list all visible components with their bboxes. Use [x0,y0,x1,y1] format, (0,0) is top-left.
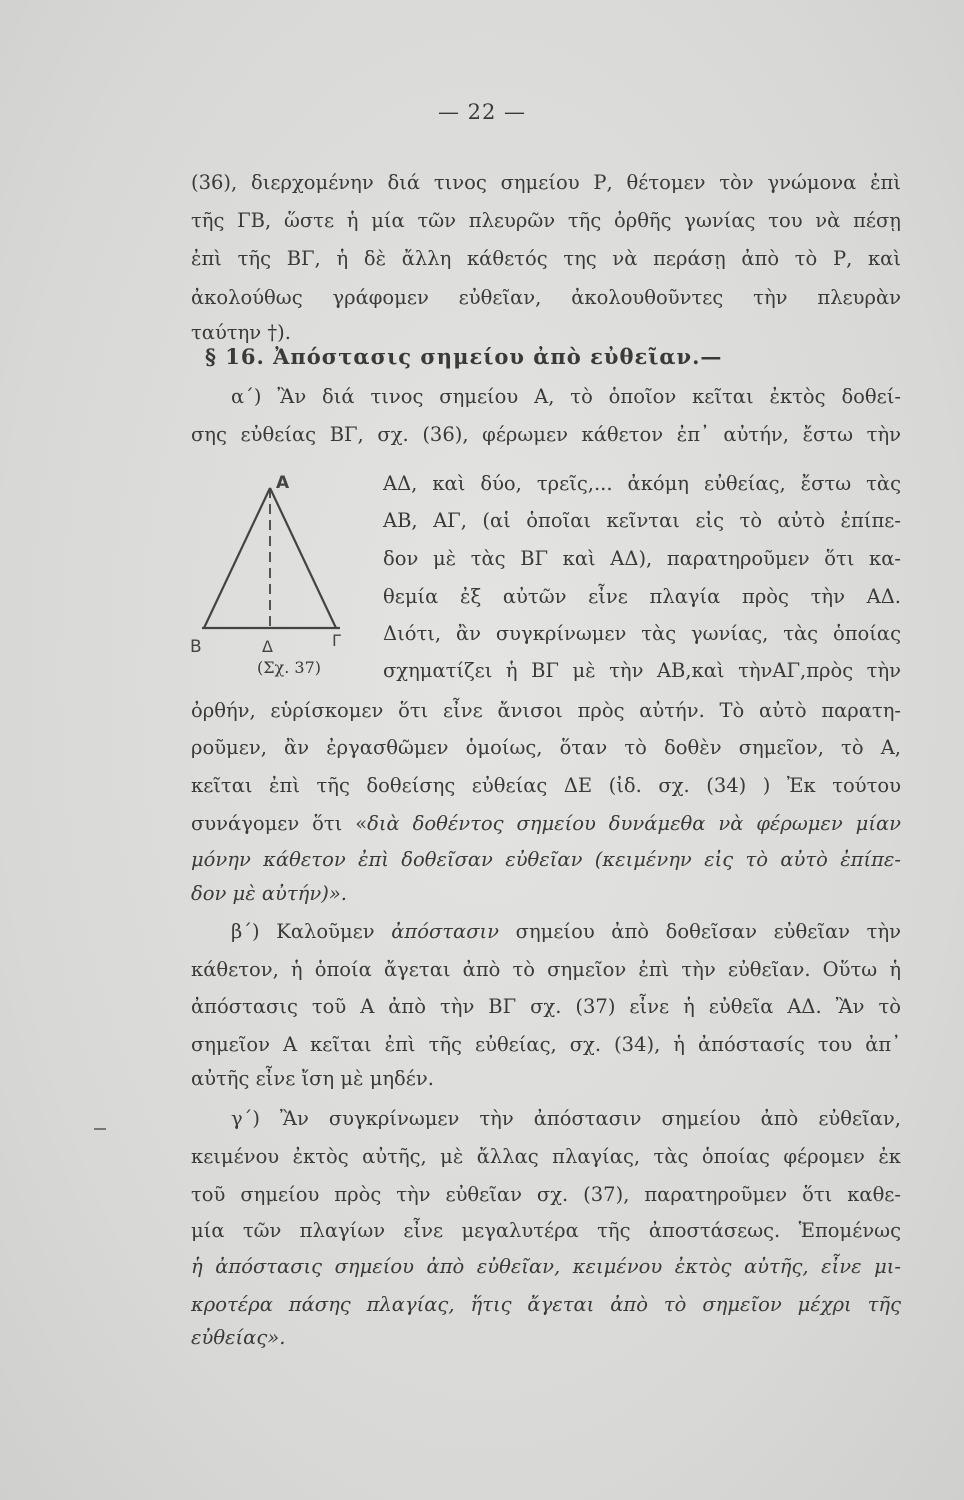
text-line: κεῖται ἐπὶ τῆς δοθείσης εὐθείας ΔΕ (ἰδ. σχ. (34) ) Ἐκ τούτου [191,774,901,797]
text-line: ΑΒ, ΑΓ, (αἱ ὁποῖαι κεῖνται εἰς τὸ αὐτὸ ἐπίπε- [383,509,901,532]
italic-text-run: ἀπόστασιν [391,920,500,943]
text-run: συνάγομεν ὅτι « [191,812,368,835]
text-line: σης εὐθείας ΒΓ, σχ. (36), φέρωμεν κάθετον ἐπ᾽ αὐτήν, ἔστω τὴν [191,423,901,446]
text-line: αὐτῆς εἶνε ἴση μὲ μηδέν. [191,1067,434,1090]
text-line: ροῦμεν, ἂν ἐργασθῶμεν ὁμοίως, ὅταν τὸ δοθὲν σημεῖον, τὸ Α, [191,736,901,759]
text-line: ταύτην †). [191,321,291,344]
label-right: Γ [332,631,341,650]
italic-text-line: μόνην κάθετον ἐπὶ δοθεῖσαν εὐθεῖαν (κειμένην εἰς τὸ αὐτὸ ἐπίπε- [191,848,901,871]
text-line [231,917,901,947]
italic-text-line: εὐθείας». [191,1326,286,1349]
text-line: ἐπὶ τῆς ΒΓ, ἡ δὲ ἄλλη κάθετός της νὰ περάσῃ ἀπὸ τὸ Ρ, καὶ [191,247,901,270]
side-ab [204,488,270,628]
text-line: τῆς ΓΒ, ὥστε ἡ μία τῶν πλευρῶν τῆς ὀρθῆς γωνίας του νὰ πέσῃ [191,209,901,232]
italic-text-line: κροτέρα πάσης πλαγίας, ἥτις ἄγεται ἀπὸ τὸ σημεῖον μέχρι τῆς [191,1293,901,1316]
text-line: κάθετον, ἡ ὁποία ἄγεται ἀπὸ τὸ σημεῖον ἐπὶ τὴν εὐθεῖαν. Οὕτω ἡ [191,958,901,981]
label-foot: Δ [262,637,273,656]
text-run: β΄) Καλοῦμεν [231,920,392,943]
text-line: δον μὲ τὰς ΒΓ καὶ ΑΔ), παρατηροῦμεν ὅτι κα- [383,547,901,570]
text-line: τοῦ σημείου πρὸς τὴν εὐθεῖαν σχ. (37), παρατηροῦμεν ὅτι καθε- [191,1183,901,1206]
label-apex: Α [276,473,290,493]
text-line: ὀρθήν, εὑρίσκομεν ὅτι εἶνε ἄνισοι πρὸς αὐτήν. Τὸ αὐτὸ παρατη- [191,699,901,722]
text-line: ἀπόστασις τοῦ Α ἀπὸ τὴν ΒΓ σχ. (37) εἶνε ἡ εὐθεῖα ΑΔ. Ἂν τὸ [191,995,901,1018]
text-line: ΑΔ, καὶ δύο, τρεῖς,... ἀκόμη εὐθείας, ἔστω τὰς [383,472,901,495]
text-line: Διότι, ἂν συγκρίνωμεν τὰς γωνίας, τὰς ὁποίας [383,622,901,645]
text-line: γ΄) Ἂν συγκρίνωμεν τὴν ἀπόστασιν σημείου ἀπὸ εὐθεῖαν, [231,1107,901,1130]
side-ag [270,488,336,628]
text-line: (36), διερχομένην διά τινος σημείου Ρ, θέτομεν τὸν γνώμονα ἐπὶ [191,171,901,194]
label-left: Β [190,637,202,657]
text-line: α΄) Ἂν διά τινος σημείου Α, τὸ ὁποῖον κεῖται ἐκτὸς δοθεί- [231,385,901,408]
text-line: σημεῖον Α κεῖται ἐπὶ τῆς εὐθείας, σχ. (34), ἡ ἀπόστασίς του ἀπ᾽ [191,1033,901,1056]
text-run: σημείου ἀπὸ δοθεῖσαν εὐθεῖαν τὴν [499,920,901,943]
italic-text-line: ἡ ἀπόστασις σημείου ἀπὸ εὐθεῖαν, κειμένου ἐκτὸς αὐτῆς, εἶνε μι- [191,1255,901,1278]
text-line: μία τῶν πλαγίων εἶνε μεγαλυτέρα τῆς ἀποστάσεως. Ἑπομένως [191,1219,901,1242]
page-number: — 22 — [437,100,527,124]
text-line: σχηματίζει ἡ ΒΓ μὲ τὴν ΑΒ,καὶ τὴνΑΓ,πρὸς τὴν [383,659,901,682]
text-line [191,809,901,839]
margin-dash [94,1128,106,1130]
text-line: κειμένου ἐκτὸς αὐτῆς, μὲ ἄλλας πλαγίας, τὰς ὁποίας φέρομεν ἐκ [191,1145,901,1168]
text-line: ἀκολούθως γράφομεν εὐθεῖαν, ἀκολουθοῦντες τὴν πλευρὰν [191,286,901,309]
figure-caption: (Σχ. 37) [257,658,322,677]
italic-text-line: δον μὲ αὐτήν)». [191,882,347,905]
section-heading: § 16. Ἀπόστασις σημείου ἀπὸ εὐθεῖαν.— [205,344,723,369]
italic-text-run: διὰ δοθέντος σημείου δυνάμεθα νὰ φέρωμεν μίαν [367,812,901,835]
text-line: θεμία ἐξ αὐτῶν εἶνε πλαγία πρὸς τὴν ΑΔ. [383,585,901,608]
